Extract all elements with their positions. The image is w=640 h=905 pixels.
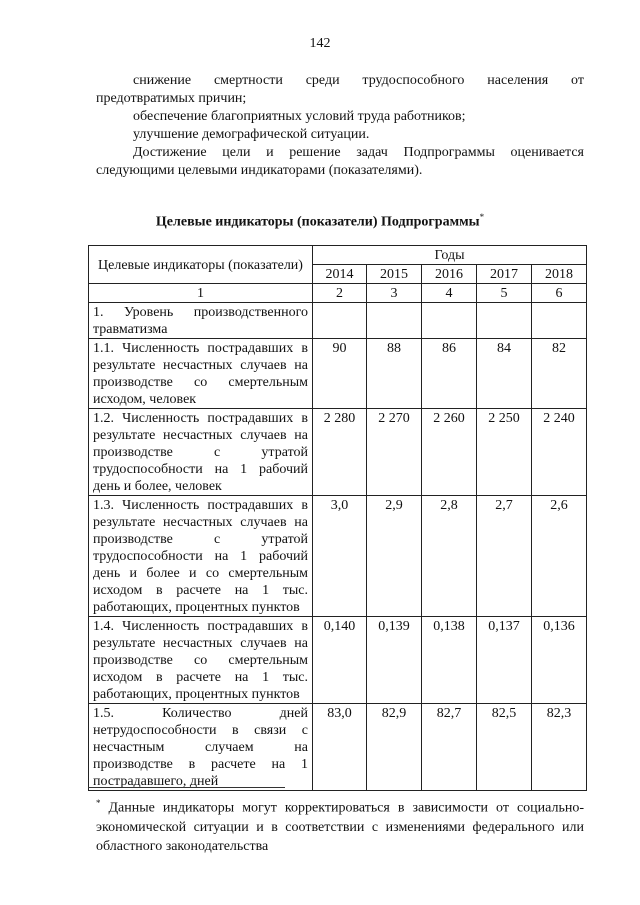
table-section-row — [89, 303, 587, 339]
table-row — [89, 496, 587, 617]
indicator-value: 2,7 — [477, 496, 532, 617]
footnote-mark: * — [96, 798, 101, 808]
empty-cell — [477, 303, 532, 339]
footnote-text: Данные индикаторы могут корректироваться в зависимости от социально-экономической ситуации и в соответствии с изменениями федерального или областного законодательства — [96, 800, 584, 854]
column-number: 6 — [532, 284, 587, 303]
indicator-value: 0,138 — [422, 617, 477, 704]
intro-paragraph-2: обеспечение благоприятных условий труда работников; — [133, 109, 466, 124]
indicator-value: 0,139 — [367, 617, 422, 704]
indicator-value: 2 260 — [422, 409, 477, 496]
intro-paragraph-1: снижение смертности среди трудоспособного населения от предотвратимых причин; — [96, 73, 584, 106]
year-cell: 2018 — [532, 265, 587, 284]
empty-cell — [422, 303, 477, 339]
table-header-row — [89, 246, 587, 265]
table-row — [89, 339, 587, 409]
indicator-value: 0,136 — [532, 617, 587, 704]
empty-cell — [313, 303, 367, 339]
header-indicators: Целевые индикаторы (показатели) — [89, 246, 313, 284]
indicator-value: 90 — [313, 339, 367, 409]
year-cell: 2017 — [477, 265, 532, 284]
table-title-footnote-mark: * — [479, 212, 485, 222]
indicator-value: 82 — [532, 339, 587, 409]
year-cell: 2014 — [313, 265, 367, 284]
indicator-value: 83,0 — [313, 704, 367, 791]
intro-paragraph-3: улучшение демографической ситуации. — [133, 127, 370, 142]
indicator-value: 3,0 — [313, 496, 367, 617]
indicator-value: 2 250 — [477, 409, 532, 496]
indicators-table — [88, 245, 587, 791]
indicator-value: 0,137 — [477, 617, 532, 704]
column-number: 2 — [313, 284, 367, 303]
indicator-value: 0,140 — [313, 617, 367, 704]
table-row — [89, 617, 587, 704]
indicator-value: 2 280 — [313, 409, 367, 496]
footnote — [96, 794, 584, 856]
empty-cell — [532, 303, 587, 339]
year-cell: 2015 — [367, 265, 422, 284]
indicator-value: 84 — [477, 339, 532, 409]
table-title-text: Целевые индикаторы (показатели) Подпрограммы — [155, 214, 480, 230]
indicator-value: 2 270 — [367, 409, 422, 496]
indicator-value: 2 240 — [532, 409, 587, 496]
section-title: 1. Уровень производственного травматизма — [89, 303, 313, 339]
indicator-value: 86 — [422, 339, 477, 409]
year-cell: 2016 — [422, 265, 477, 284]
table-row — [89, 704, 587, 791]
indicator-value: 82,9 — [367, 704, 422, 791]
indicator-value: 82,7 — [422, 704, 477, 791]
column-number: 5 — [477, 284, 532, 303]
indicator-name: 1.2. Численность пострадавших в результате несчастных случаев на производстве с утратой трудоспособности на 1 рабочий день и более, человек — [89, 409, 313, 496]
header-years: Годы — [313, 246, 587, 265]
footnote-divider — [88, 787, 285, 788]
table-column-numbers-row — [89, 284, 587, 303]
indicator-value: 2,6 — [532, 496, 587, 617]
indicator-name: 1.3. Численность пострадавших в результате несчастных случаев на производстве с утратой трудоспособности на 1 рабочий день и более и со смертельным исходом в расчете на 1 тыс. работающих, процентных пунктов — [89, 496, 313, 617]
column-number: 4 — [422, 284, 477, 303]
column-number: 3 — [367, 284, 422, 303]
indicator-value: 2,8 — [422, 496, 477, 617]
column-number: 1 — [89, 284, 313, 303]
table-row — [89, 409, 587, 496]
indicator-value: 88 — [367, 339, 422, 409]
indicator-name: 1.1. Численность пострадавших в результате несчастных случаев на производстве со смертельным исходом, человек — [89, 339, 313, 409]
table-title — [0, 212, 640, 231]
indicator-name: 1.5. Количество дней нетрудоспособности в связи с несчастным случаем на производстве в расчете на 1 пострадавшего, дней — [89, 704, 313, 791]
indicator-name: 1.4. Численность пострадавших в результате несчастных случаев на производстве со смертельным исходом в расчете на 1 тыс. работающих, процентных пунктов — [89, 617, 313, 704]
indicator-value: 82,5 — [477, 704, 532, 791]
indicator-value: 82,3 — [532, 704, 587, 791]
intro-paragraph-4: Достижение цели и решение задач Подпрограммы оценивается следующими целевыми индикаторами (показателями). — [96, 145, 584, 178]
page-number: 142 — [309, 36, 331, 51]
indicator-value: 2,9 — [367, 496, 422, 617]
empty-cell — [367, 303, 422, 339]
